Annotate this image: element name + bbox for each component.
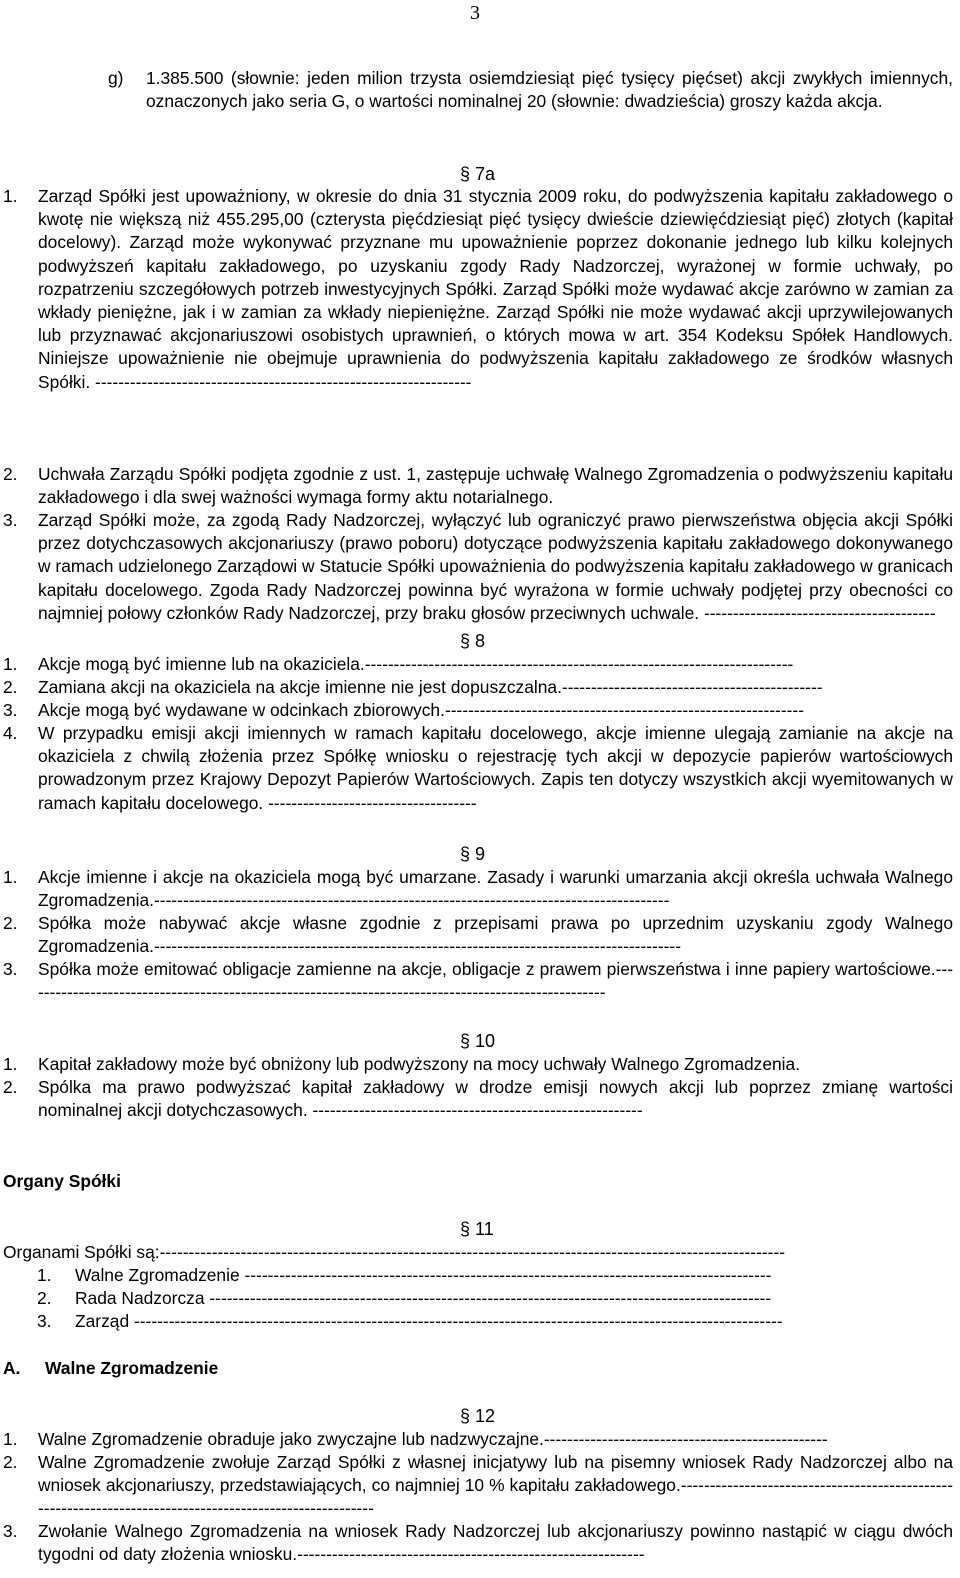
list-item: 3. Zarząd ---------------------------------------------------------------------------------------------------------------- xyxy=(37,1311,783,1331)
item-text: Spólka ma prawo podwyższać kapitał zakładowy w drodze emisji nowych akcji lub poprzez zmianę wartości nominalnej akcji dotychczasowych. --------------------------------------------------------- xyxy=(38,1077,953,1121)
list-item xyxy=(3,463,953,509)
section-heading-11: § 11 xyxy=(460,1219,494,1239)
item-text: Walne Zgromadzenie zwołuje Zarząd Spółki z własnej inicjatywy lub na pisemny wniosek Rady Nadzorczej albo na wniosek akcjonariuszy, przedstawiających, co najmniej 10 % kapitału zakładowego.--------------------------------------------------------------------------------------------------------- xyxy=(38,1452,953,1519)
item-number: 2. xyxy=(3,464,18,484)
item-number: 2. xyxy=(3,913,18,933)
list-item xyxy=(3,958,953,1004)
section-title-organy: Organy Spółki xyxy=(3,1171,121,1191)
item-text: Spółka może nabywać akcje własne zgodnie z przepisami prawa po uprzednim uzyskaniu zgody Walnego Zgromadzenia.------------------------------------------------------------------------------------------- xyxy=(38,913,953,957)
item-number: 1. xyxy=(3,186,18,206)
section-heading-12: § 12 xyxy=(460,1406,496,1426)
list-item xyxy=(3,866,953,912)
item-text: Zwołanie Walnego Zgromadzenia na wniosek Rady Nadzorczej lub akcjonariuszy powinno nastąpić w ciągu dwóch tygodni od daty złożenia wniosku.------------------------------------------------------------ xyxy=(38,1521,953,1565)
item-text: Zarząd Spółki może, za zgodą Rady Nadzorczej, wyłączyć lub ograniczyć prawo pierwszeństwa objęcia akcji Spółki przez dotychczasowych akcjonariuszy (prawo poboru) dotyczące podwyższenia kapitału zakładowego dokonywanego w ramach udzielonego Zarządowi w Statucie Spółki upoważnienia do podwyższenia kapitału zakładowego w granicach kapitału docelowego. Zgoda Rady Nadzorczej powinna być wyrażona w formie uchwały podjętej przy obecności co najmniej połowy członków Rady Nadzorczej, przy braku głosów przeciwnych uchwale. ---------------------------------------- xyxy=(38,510,953,623)
list-item xyxy=(3,185,953,394)
section-heading-10: § 10 xyxy=(460,1031,496,1051)
item-text: Spółka może emitować obligacje zamienne na akcje, obligacje z prawem pierwszeństwa i inne papiery wartościowe.----------------------------------------------------------------------------------------------------- xyxy=(38,959,953,1003)
item-number: g) xyxy=(108,68,124,88)
list-item: 1. Walne Zgromadzenie ------------------------------------------------------------------------------------------- xyxy=(37,1265,772,1285)
list-item: 1. Walne Zgromadzenie obraduje jako zwyczajne lub nadzwyczajne.------------------------------------------------- xyxy=(3,1429,828,1449)
item-text: Uchwała Zarządu Spółki podjęta zgodnie z ust. 1, zastępuje uchwałę Walnego Zgromadzenia o podwyższeniu kapitału zakładowego i dla swej ważności wymaga formy aktu notarialnego. xyxy=(38,464,953,508)
item-number: 4. xyxy=(3,723,18,743)
list-item: 1. Akcje mogą być imienne lub na okaziciela.-------------------------------------------------------------------------- xyxy=(3,654,794,674)
list-item: 1. Kapitał zakładowy może być obniżony lub podwyższony na mocy uchwały Walnego Zgromadzenia. xyxy=(3,1054,801,1074)
list-item xyxy=(3,1076,953,1122)
item-text: W przypadku emisji akcji imiennych w ramach kapitału docelowego, akcje imienne ulegają zamianie na akcje na okaziciela z chwilą złożenia przez Spółkę wniosku o rejestrację tych akcji w depozycie papierów wartościowych prowadzonym przez Krajowy Depozyt Papierów Wartościowych. Zapis ten dotyczy wszystkich akcji wyemitowanych w ramach kapitału docelowego. ------------------------------------ xyxy=(38,723,953,813)
item-number: 1. xyxy=(3,867,18,887)
list-item: 3. Akcje mogą być wydawane w odcinkach zbiorowych.-------------------------------------------------------------- xyxy=(3,700,804,720)
item-number: 3. xyxy=(3,959,18,979)
section-heading-8: § 8 xyxy=(460,631,486,651)
page-number: 3 xyxy=(470,2,480,24)
list-item xyxy=(3,509,953,625)
list-item xyxy=(3,912,953,958)
organy-intro: Organami Spółki są:------------------------------------------------------------------------------------------------------------ xyxy=(3,1242,786,1262)
list-item-g xyxy=(108,67,953,113)
list-item xyxy=(3,722,953,815)
item-text: 1.385.500 (słownie: jeden milion trzysta osiemdziesiąt pięć tysięcy pięćset) akcji zwykłych imiennych, oznaczonych jako seria G, o wartości nominalnej 20 (słownie: dwadzieścia) groszy każda akcja. xyxy=(146,68,953,112)
list-item xyxy=(3,1451,953,1521)
list-item xyxy=(3,1520,953,1566)
item-number: 3. xyxy=(3,510,18,530)
section-heading-9: § 9 xyxy=(460,844,486,864)
section-title-walne: A. Walne Zgromadzenie xyxy=(3,1358,219,1378)
item-number: 3. xyxy=(3,1521,18,1541)
item-number: 2. xyxy=(3,1452,18,1472)
section-heading-7a: § 7a xyxy=(460,164,496,184)
item-number: 2. xyxy=(3,1077,18,1097)
item-text: Akcje imienne i akcje na okaziciela mogą być umarzane. Zasady i warunki umarzania akcji określa uchwała Walnego Zgromadzenia.----------------------------------------------------------------------------------------- xyxy=(38,867,953,911)
list-item: 2. Zamiana akcji na okaziciela na akcje imienne nie jest dopuszczalna.--------------------------------------------- xyxy=(3,677,823,697)
list-item: 2. Rada Nadzorcza ------------------------------------------------------------------------------------------------- xyxy=(37,1288,772,1308)
item-text: Zarząd Spółki jest upoważniony, w okresie do dnia 31 stycznia 2009 roku, do podwyższenia kapitału zakładowego o kwotę nie większą niż 455.295,00 (czterysta pięćdziesiąt pięć tysięcy dwieście dziewięćdziesiąt pięć) złotych (kapitał docelowy). Zarząd może wykonywać przyznane mu upoważnienie poprzez dokonanie jednego lub kilku kolejnych podwyższeń kapitału zakładowego, po uzyskaniu zgody Rady Nadzorczej, wyrażonej w formie uchwały, po rozpatrzeniu szczegółowych potrzeb inwestycyjnych Spółki. Zarząd Spółki może wydawać akcje zarówno w zamian za wkłady pieniężne, jak i w zamian za wkłady niepieniężne. Zarząd Spółki nie może wydawać akcji uprzywilejowanych lub przyznawać akcjonariuszowi osobistych uprawnień, o których mowa w art. 354 Kodeksu Spółek Handlowych. Niniejsze upoważnienie nie obejmuje uprawnienia do podwyższenia kapitału zakładowego ze środków własnych Spółki. ----------------------------------------------------------------- xyxy=(38,186,953,392)
